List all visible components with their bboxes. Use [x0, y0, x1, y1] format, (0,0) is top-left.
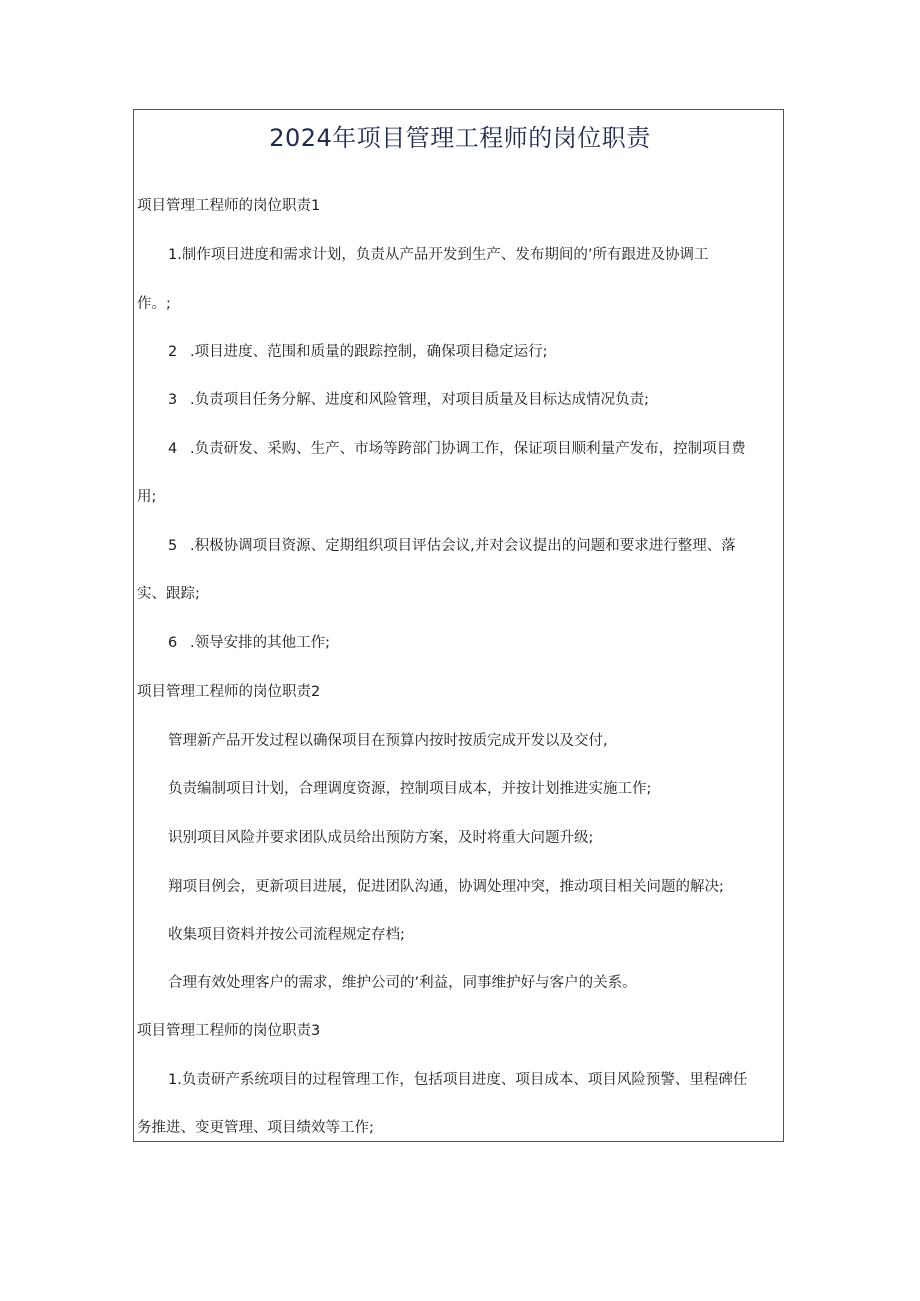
highlight-marker: 1	[168, 247, 178, 263]
paragraph: 识别项目风险并要求团队成员给出预防方案，及时将重大问题升级;	[168, 830, 594, 846]
list-item-continuation: 用;	[137, 489, 157, 505]
list-item: 4 .负责研发、采购、生产、市场等跨部门协调工作，保证项目顺利量产发布，控制项目费	[168, 441, 746, 457]
list-item-continuation: 实、跟踪;	[137, 586, 200, 602]
highlight-marker: 1	[168, 1072, 178, 1088]
list-item: 6 .领导安排的其他工作;	[168, 635, 330, 651]
list-item-continuation: 务推进、变更管理、项目绩效等工作;	[137, 1120, 374, 1136]
document-title: 2024年项目管理工程师的岗位职责	[269, 124, 651, 152]
section-heading-1: 项目管理工程师的岗位职责1	[137, 198, 321, 214]
paragraph: 翔项目例会，更新项目进展，促进团队沟通，协调处理冲突，推动项目相关问题的解决;	[168, 879, 724, 895]
paragraph: 管理新产品开发过程以确保项目在预算内按时按质完成开发以及交付,	[168, 733, 608, 749]
list-item: 3 .负责项目任务分解、进度和风险管理，对项目质量及目标达成情况负责;	[168, 392, 649, 408]
list-item: 5 .积极协调项目资源、定期组织项目评估会议,并对会议提出的问题和要求进行整理、落	[168, 538, 736, 554]
section-heading-3: 项目管理工程师的岗位职责3	[137, 1023, 321, 1039]
list-item: 2 .项目进度、范围和质量的跟踪控制，确保项目稳定运行;	[168, 344, 548, 360]
paragraph: 负责编制项目计划，合理调度资源，控制项目成本，并按计划推进实施工作;	[168, 781, 652, 797]
list-item: 1.负责研产系统项目的过程管理工作，包括项目进度、项目成本、项目风险预警、里程碑任	[168, 1072, 748, 1088]
section-heading-2: 项目管理工程师的岗位职责2	[137, 684, 321, 700]
list-item: 1.制作项目进度和需求计划，负责从产品开发到生产、发布期间的’所有跟进及协调工	[168, 247, 709, 263]
paragraph: 合理有效处理客户的需求，维护公司的’利益，同事维护好与客户的关系。	[168, 975, 637, 991]
paragraph: 收集项目资料并按公司流程规定存档;	[168, 927, 405, 943]
list-item-continuation: 作。;	[137, 296, 171, 312]
